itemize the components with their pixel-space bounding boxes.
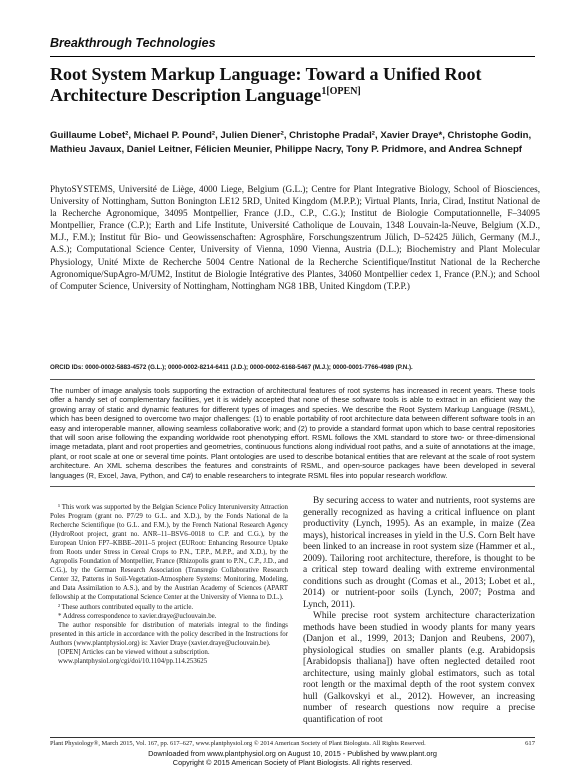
section-label: Breakthrough Technologies — [50, 36, 216, 50]
body-paragraph: By securing access to water and nutrients, root systems are generally recognized as having a critical influence on plant productivity (Lynch, 1995). As an example, in maize (Zea mays), historical increases in yield in the U.S. Corn Belt have been linked to an increase in root system size (Hammer et al., 2009). Tailoring root architecture, therefore, is thought to be a critical step toward dealing with extreme environmental conditions such as drought (Comas et al., 2013; Lobet et al., 2014) or nutrient-poor soils (Lynch, 2007; Postma and Lynch, 2011). — [303, 496, 535, 610]
header-rule — [50, 56, 535, 57]
author-list: Guillaume Lobet², Michael P. Pound², Julien Diener², Christophe Pradal², Xavier Draye*, Christophe Godin, Mathieu Javaux, Daniel Leitner, Félicien Meunier, Philippe Nacry, Tony P. Pridmore, and Andrea Schnepf — [50, 130, 532, 155]
affiliations: PhytoSYSTEMS, Université de Liège, 4000 Liege, Belgium (G.L.); Centre for Plant Integrative Biology, School of Biosciences, University of Nottingham, Sutton Bonington LE12 5RD, United Kingdom (M.P.P.); Virtual Plants, Inria, Cirad, Institut National de la Recherche Agronomique, 34095 Montpellier, France (J.D., C.P., C.G.); Institut de Biologie Computationnelle, F–34095 Montpellier, France (C.P.); Earth and Life Institute, Université Catholique de Louvain, 1348 Louvain-la-Neuve, Belgium (X.D., M.J., F.M.); Institut für Bio- und Geowissenschaften: Agrosphäre, Forschungszentrum Jülich, D–52425 Jülich, Germany (M.J., A.S.); Computational Science Center, University of Vienna, 1090 Vienna, Austria (D.L.); Biochemistry and Plant Molecular Physiology, Unité Mixte de Recherche 5004 Centre National de la Recherche Scientifique/Institut National de la Recherche Agronomique/SupAgro-M/UM2, Institut de Biologie Intégrative des Plantes, 34060 Montpellier cedex 1, France (P.N.); and School of Computer Science, University of Nottingham, Nottingham NG8 1BB, United Kingdom (T.P.P.) — [50, 184, 540, 291]
article-title — [50, 64, 530, 106]
footnotes — [50, 503, 288, 666]
body-column — [303, 496, 535, 726]
journal-citation: Plant Physiology®, March 2015, Vol. 167, pp. 617–627, www.plantphysiol.org © 2014 American Society of Plant Biologists. All Rights Reserved. — [50, 740, 426, 747]
abstract-top-rule — [50, 379, 535, 380]
footnote-equal-contribution: ² These authors contributed equally to the article. — [58, 603, 194, 611]
footnote-funding: ¹ This work was supported by the Belgian Science Policy Interuniversity Attraction Poles Program (grant no. P7/29 to G.L. and X.D.), by the Fonds National de la Recherche Scientifique (to G.L. and F.M.), by the French National Research Agency (HydroRoot project, grant no. ANR–11–BSV6–0018 to C.P. and C.G.), by the European Union FP7–KBBE–2011–5 project (EURoot: Enhancing Resource Uptake from Roots under Stress in Cereal Crops to P.N., T.P.P., M.P.P., and X.D.), by the Agropolis Foundation of Montpellier, France (Rhizopolis grant to P.N., C.P., J.D., and C.G.), by the German Research Association (Transregio Collaborative Research Center 32, Patterns in Soil-Vegetation-Atmosphere Systems: Monitoring, Modeling, and Data Assimilation to A.S.), and by the Austrian Academy of Sciences (APART fellowship at the Computational Science Center at the University of Vienna to D.L.). — [50, 504, 288, 602]
abstract: The number of image analysis tools supporting the extraction of architectural features of root systems has increased in recent years. These tools offer a handy set of complementary facilities, yet it is widely accepted that none of these software tools is able to extract in an efficient way the growing array of static and dynamic features for different types of images and species. We describe the Root System Markup Language (RSML), which has been designed to overcome two major challenges: (1) to enable portability of root architecture data between different software tools in an easy and interoperable manner, allowing seamless collaborative work; and (2) to provide a standard format upon which to base central repositories that will soon arise following the expanding worldwide root phenotyping effort. RSML follows the XML standard to store two- or three-dimensional image metadata, plant and root properties and geometries, continuous functions along individual root paths, and a suite of annotations at the image, plant, or root scale at one or several time points. Plant ontologies are used to describe botanical entities that are relevant at the scale of root system architecture. An XML schema describes the features and constraints of RSML, and open-source packages have been developed in several languages (R, Excel, Java, Python, and C#) to enable researchers to integrate RSML files into popular research workflow. — [50, 386, 535, 480]
footnote-doi-link[interactable]: www.plantphysiol.org/cgi/doi/10.1104/pp.114.253625 — [58, 657, 208, 665]
footnote-open-access: [OPEN] Articles can be viewed without a subscription. — [58, 648, 210, 656]
footnote-distribution: The author responsible for distribution of materials integral to the findings presented in this article in accordance with the policy described in the Instructions for Authors (www.plantphysiol.org) is: Xavier Draye (xavier.draye@uclouvain.be). — [50, 621, 288, 647]
copyright-line: Copyright © 2015 American Society of Plant Biologists. All rights reserved. — [172, 758, 413, 767]
page-number: 617 — [525, 740, 535, 747]
footer-rule — [50, 737, 535, 738]
article-title-text: Root System Markup Language: Toward a Unified Root Architecture Description Language — [50, 64, 482, 105]
body-paragraph: While precise root system architecture characterization methods have been studied in woody plants for many years (Danjon et al., 1999, 2013; Danjon and Reubens, 2007), physiological studies on smaller plants (e.g. Arabidopsis [Arabidopsis thaliana]) have often neglected detailed root architecture, using mainly global estimators, such as total root length or the maximal depth of the root system convex hull (Galkovskyi et al., 2012). However, an increasing number of research questions now require a precise quantification of root — [303, 611, 535, 725]
footnote-correspondence: * Address correspondence to xavier.draye@uclouvain.be. — [58, 612, 217, 620]
download-notice — [0, 749, 585, 767]
download-line: Downloaded from www.plantphysiol.org on August 10, 2015 - Published by www.plant.org — [148, 749, 437, 758]
title-footnote-mark: 1[OPEN] — [321, 86, 361, 97]
orcid-ids: ORCID IDs: 0000-0002-5883-4572 (G.L.); 0000-0002-8214-6411 (J.D.); 0000-0002-6168-5467 (M.J.); 0000-0001-7766-4989 (P.N.). — [50, 364, 413, 371]
abstract-bottom-rule — [50, 486, 535, 487]
